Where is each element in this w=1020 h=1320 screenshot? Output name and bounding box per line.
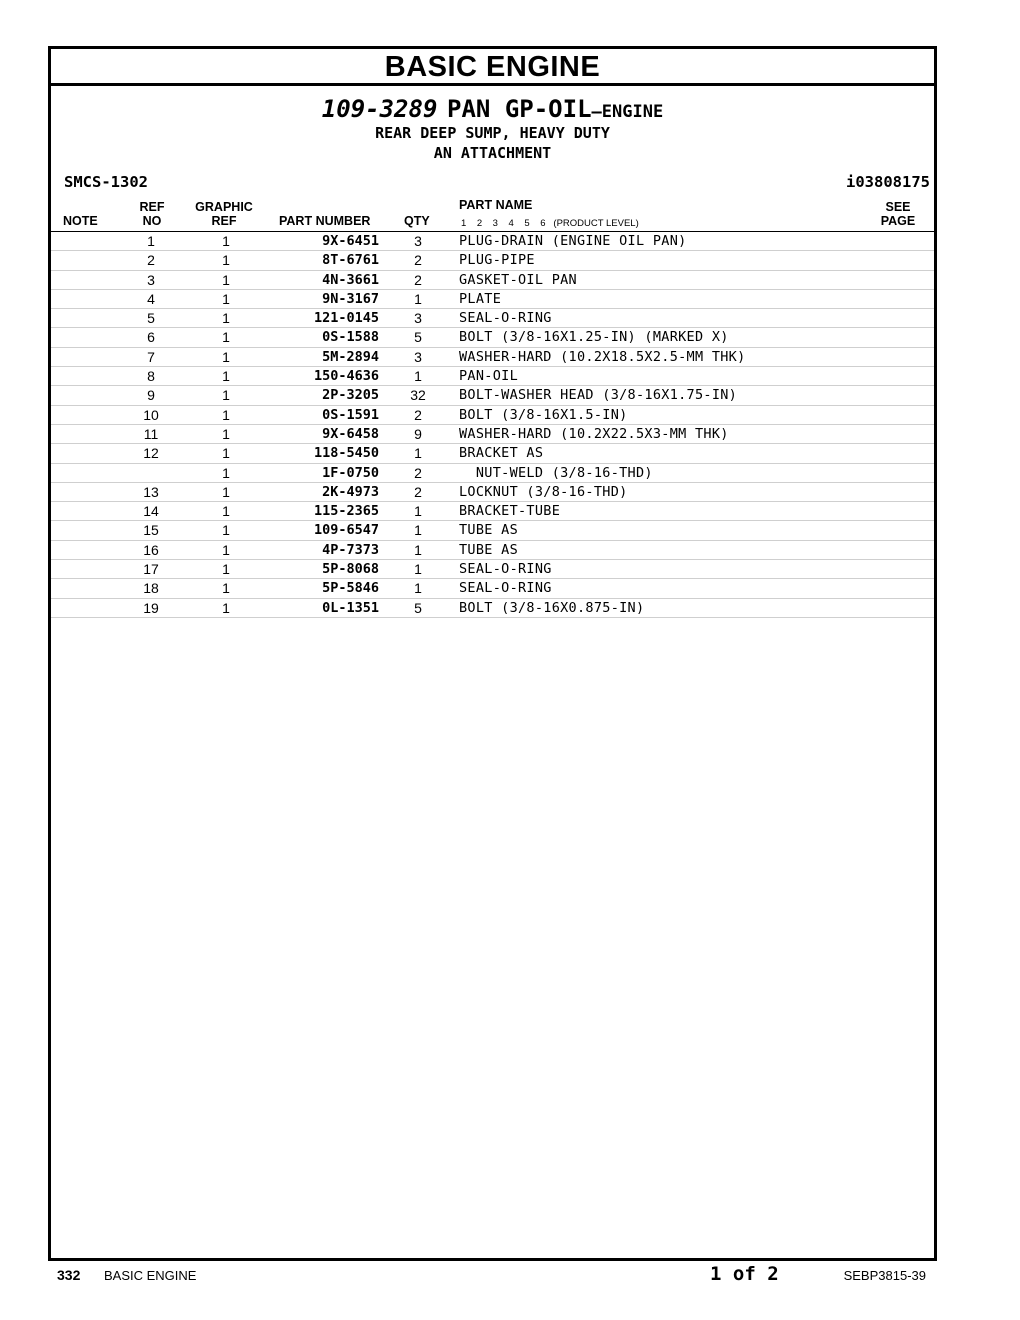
table-row: [51, 560, 934, 579]
header-product-level: 1 2 3 4 5 6 (PRODUCT LEVEL): [461, 218, 639, 229]
header-part-number: PART NUMBER: [279, 214, 371, 228]
graphic-ref-cell: 1: [222, 252, 230, 269]
table-row: [51, 386, 934, 405]
parts-list: [51, 232, 934, 618]
group-attachment: AN ATTACHMENT: [433, 144, 552, 162]
ref-no-cell: 3: [147, 271, 155, 288]
ref-no-cell: 2: [147, 252, 155, 269]
footer-title: BASIC ENGINE: [104, 1268, 197, 1283]
part-name-cell: PLATE: [459, 290, 502, 307]
group-subtitle: REAR DEEP SUMP, HEAVY DUTY: [375, 124, 610, 142]
qty-cell: 1: [414, 503, 422, 520]
table-row: [51, 541, 934, 560]
part-name-cell: BRACKET-TUBE: [459, 503, 561, 520]
table-row: [51, 483, 934, 502]
qty-cell: 2: [414, 483, 422, 500]
header-part-name: PART NAME: [459, 198, 533, 212]
qty-cell: 1: [414, 445, 422, 462]
part-number-cell: 2P-3205: [322, 387, 379, 404]
illustration-id: i03808175: [846, 173, 930, 191]
table-row: [51, 290, 934, 309]
part-name-cell: SEAL-O-RING: [459, 580, 552, 597]
graphic-ref-cell: 1: [222, 290, 230, 307]
part-name-cell: NUT-WELD (3/8-16-THD): [459, 464, 653, 481]
part-number-cell: 9X-6458: [322, 425, 379, 442]
part-number-cell: 4P-7373: [322, 541, 379, 558]
header-qty: QTY: [404, 214, 430, 228]
graphic-ref-cell: 1: [222, 599, 230, 616]
qty-cell: 9: [414, 425, 422, 442]
ref-no-cell: 19: [143, 599, 159, 616]
ref-no-cell: 8: [147, 368, 155, 385]
graphic-ref-cell: 1: [222, 561, 230, 578]
qty-cell: 1: [414, 368, 422, 385]
part-name-cell: LOCKNUT (3/8-16-THD): [459, 483, 628, 500]
part-name-cell: GASKET-OIL PAN: [459, 271, 577, 288]
column-headers: [51, 196, 934, 232]
table-row: [51, 599, 934, 618]
part-number-cell: 1F-0750: [322, 464, 379, 481]
part-number-cell: 5P-5846: [322, 580, 379, 597]
header-ref-no-line2: NO: [142, 214, 162, 228]
part-number-cell: 121-0145: [313, 310, 379, 327]
table-row: [51, 464, 934, 483]
footer-doc-id: SEBP3815-39: [843, 1268, 926, 1283]
qty-cell: 2: [414, 271, 422, 288]
part-name-cell: BOLT (3/8-16X1.5-IN): [459, 406, 628, 423]
graphic-ref-cell: 1: [222, 503, 230, 520]
qty-cell: 2: [414, 252, 422, 269]
group-name: PAN GP-OIL: [447, 95, 592, 123]
part-name-cell: WASHER-HARD (10.2X22.5X3-MM THK): [459, 425, 729, 442]
part-number-cell: 5P-8068: [322, 561, 379, 578]
group-header: [51, 86, 934, 196]
ref-no-cell: 18: [143, 580, 159, 597]
graphic-ref-cell: 1: [222, 522, 230, 539]
qty-cell: 3: [414, 233, 422, 249]
header-see-page: [878, 200, 918, 228]
part-name-cell: TUBE AS: [459, 541, 518, 558]
ref-no-cell: 14: [143, 503, 159, 520]
group-title: [51, 95, 934, 123]
part-name-cell: BOLT-WASHER HEAD (3/8-16X1.75-IN): [459, 387, 738, 404]
ref-no-cell: 1: [147, 233, 155, 249]
footer-page-of: 1 of 2: [710, 1263, 779, 1285]
part-number-cell: 5M-2894: [322, 348, 379, 365]
graphic-ref-cell: 1: [222, 425, 230, 442]
graphic-ref-cell: 1: [222, 310, 230, 327]
graphic-ref-cell: 1: [222, 464, 230, 481]
group-part-number: 109-3289: [321, 95, 438, 123]
graphic-ref-cell: 1: [222, 406, 230, 423]
part-name-cell: SEAL-O-RING: [459, 561, 552, 578]
graphic-ref-cell: 1: [222, 329, 230, 346]
part-number-cell: 9X-6451: [322, 233, 379, 249]
part-name-cell: BOLT (3/8-16X0.875-IN): [459, 599, 645, 616]
part-name-cell: PAN-OIL: [459, 368, 518, 385]
qty-cell: 3: [414, 348, 422, 365]
header-graphic-ref: [191, 200, 257, 228]
qty-cell: 1: [414, 561, 422, 578]
part-number-cell: 115-2365: [313, 503, 379, 520]
header-ref-no-line1: REF: [139, 200, 165, 214]
graphic-ref-cell: 1: [222, 348, 230, 365]
part-number-cell: 0S-1588: [322, 329, 379, 346]
graphic-ref-cell: 1: [222, 368, 230, 385]
graphic-ref-cell: 1: [222, 541, 230, 558]
graphic-ref-cell: 1: [222, 271, 230, 288]
part-number-cell: 118-5450: [313, 445, 379, 462]
table-row: [51, 309, 934, 328]
ref-no-cell: 7: [147, 348, 155, 365]
ref-no-cell: 6: [147, 329, 155, 346]
ref-no-cell: 4: [147, 290, 155, 307]
header-note: NOTE: [63, 214, 98, 228]
qty-cell: 3: [414, 310, 422, 327]
table-row: [51, 328, 934, 347]
qty-cell: 1: [414, 580, 422, 597]
table-row: [51, 348, 934, 367]
part-number-cell: 2K-4973: [322, 483, 379, 500]
table-row: [51, 521, 934, 540]
qty-cell: 32: [410, 387, 426, 404]
part-name-cell: BOLT (3/8-16X1.25-IN) (MARKED X): [459, 329, 729, 346]
ref-no-cell: 13: [143, 483, 159, 500]
ref-no-cell: 10: [143, 406, 159, 423]
graphic-ref-cell: 1: [222, 483, 230, 500]
part-name-cell: BRACKET AS: [459, 445, 544, 462]
header-graphic-ref-line2: REF: [211, 214, 237, 228]
part-number-cell: 150-4636: [313, 368, 379, 385]
table-row: [51, 579, 934, 598]
table-row: [51, 406, 934, 425]
qty-cell: 2: [414, 464, 422, 481]
header-see-page-line1: SEE: [885, 200, 911, 214]
table-row: [51, 444, 934, 463]
graphic-ref-cell: 1: [222, 445, 230, 462]
part-name-cell: PLUG-DRAIN (ENGINE OIL PAN): [459, 233, 687, 249]
ref-no-cell: 12: [143, 445, 159, 462]
table-row: [51, 251, 934, 270]
ref-no-cell: 9: [147, 387, 155, 404]
part-name-cell: SEAL-O-RING: [459, 310, 552, 327]
graphic-ref-cell: 1: [222, 580, 230, 597]
part-name-cell: PLUG-PIPE: [459, 252, 535, 269]
part-number-cell: 0S-1591: [322, 406, 379, 423]
part-number-cell: 9N-3167: [322, 290, 379, 307]
part-number-cell: 109-6547: [313, 522, 379, 539]
qty-cell: 5: [414, 599, 422, 616]
part-number-cell: 8T-6761: [322, 252, 379, 269]
graphic-ref-cell: 1: [222, 387, 230, 404]
table-row: [51, 232, 934, 251]
header-graphic-ref-line1: GRAPHIC: [195, 200, 253, 214]
ref-no-cell: 11: [143, 425, 159, 442]
header-ref-no: [137, 200, 167, 228]
table-row: [51, 367, 934, 386]
graphic-ref-cell: 1: [222, 233, 230, 249]
table-row: [51, 271, 934, 290]
ref-no-cell: 17: [143, 561, 159, 578]
part-number-cell: 0L-1351: [322, 599, 379, 616]
footer-page-number: 332: [57, 1267, 81, 1283]
table-row: [51, 502, 934, 521]
ref-no-cell: 15: [143, 522, 159, 539]
ref-no-cell: 16: [143, 541, 159, 558]
part-name-cell: TUBE AS: [459, 522, 518, 539]
qty-cell: 1: [414, 522, 422, 539]
page-frame: [48, 46, 937, 1261]
table-row: [51, 425, 934, 444]
header-see-page-line2: PAGE: [880, 214, 916, 228]
ref-no-cell: 5: [147, 310, 155, 327]
smcs-code: SMCS-1302: [64, 173, 148, 191]
group-suffix: —ENGINE: [591, 102, 664, 122]
qty-cell: 2: [414, 406, 422, 423]
part-number-cell: 4N-3661: [322, 271, 379, 288]
part-name-cell: WASHER-HARD (10.2X18.5X2.5-MM THK): [459, 348, 746, 365]
section-title: BASIC ENGINE: [51, 49, 934, 86]
qty-cell: 1: [414, 541, 422, 558]
qty-cell: 1: [414, 290, 422, 307]
qty-cell: 5: [414, 329, 422, 346]
